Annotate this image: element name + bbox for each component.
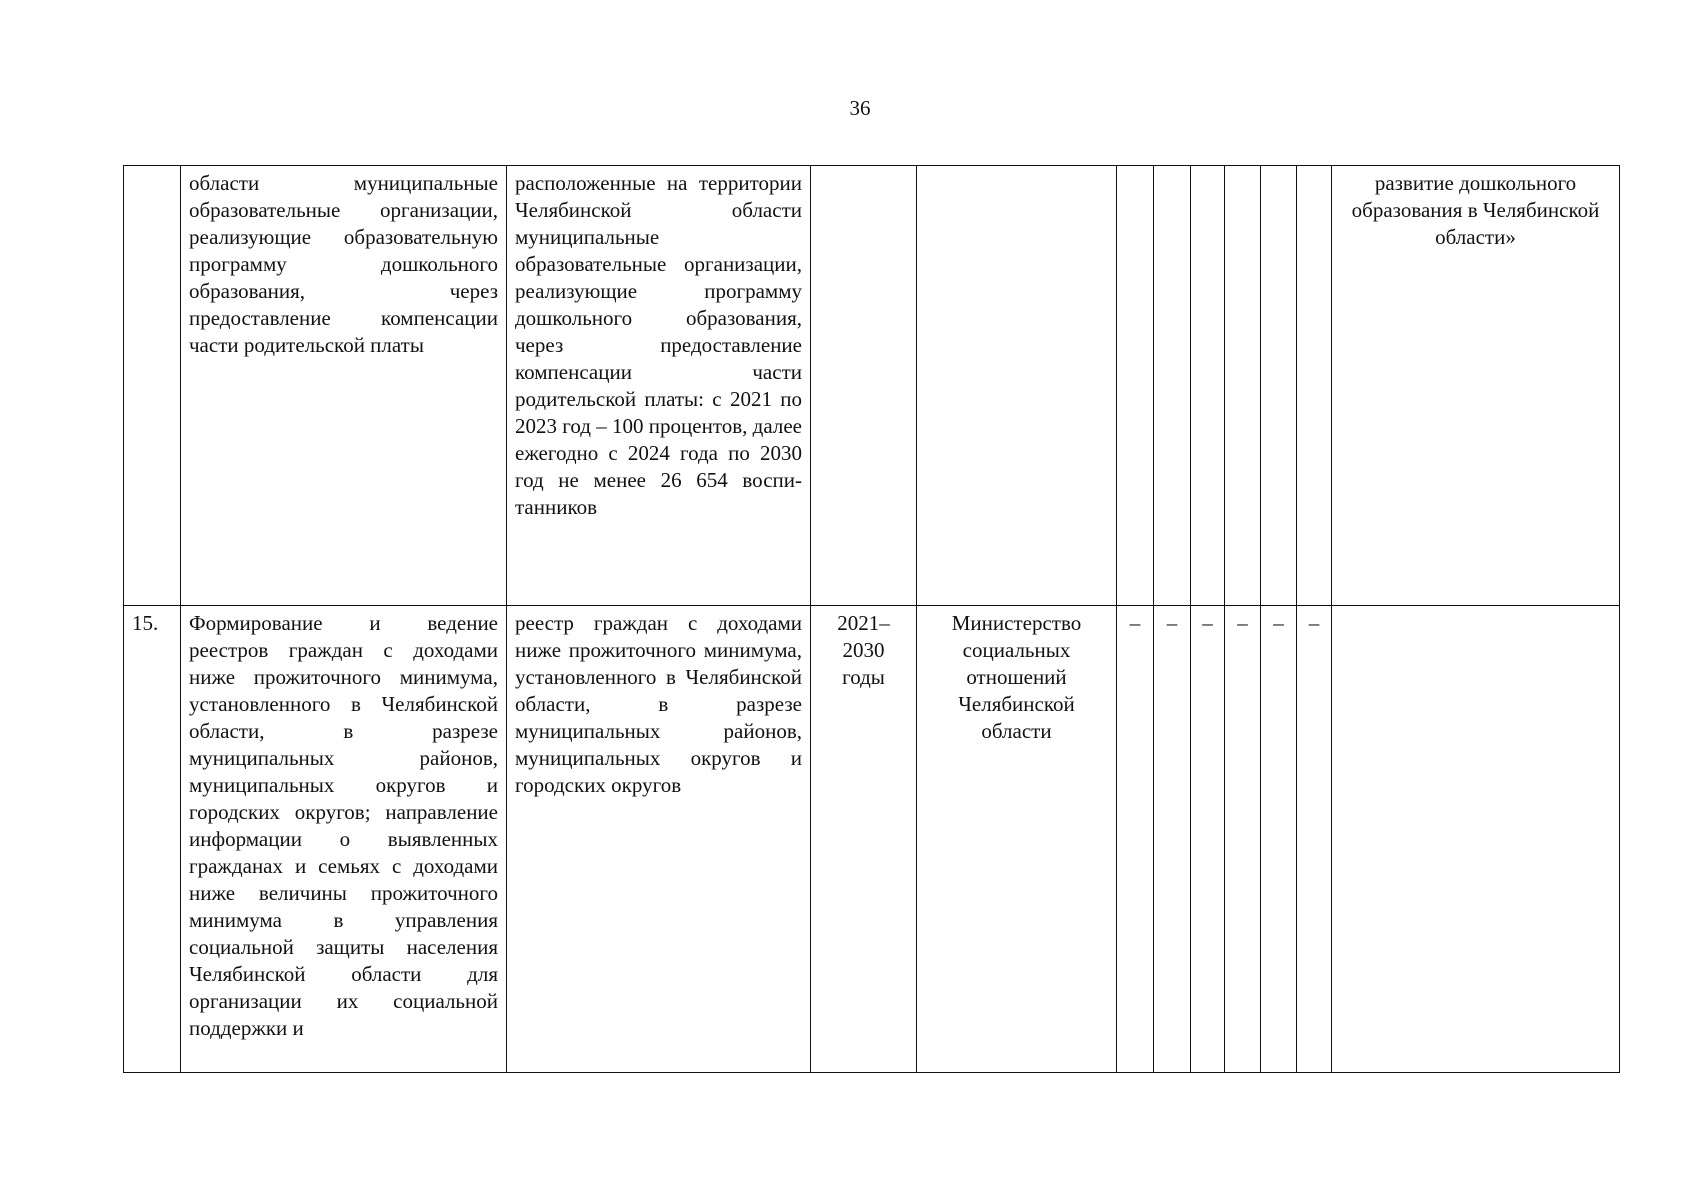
funding-cell: –	[1191, 606, 1225, 1073]
executor-cell: Министерство социальных отношений Челябинской области	[917, 606, 1117, 1073]
program-cell: развитие дошкольного образования в Челябинской области»	[1332, 166, 1620, 606]
event-cell: Формирование и ведение реестров граждан с доходами ниже прожиточного минимума, установленного в Челябинской области, в разрезе муниципальных районов, муниципальных округов и городских округов; направление информации о выявленных гражданах и семьях с доходами ниже величины прожиточного минимума в управления социальной защиты населения Челябинской области для организации их социальной поддержки и	[181, 606, 507, 1073]
indicator-cell: расположенные на территории Челябинской области муниципальные образовательные организации, реализующие программу дошкольного образования, через предоставление компенсации части родительской платы: с 2021 по 2023 год – 100 процентов, далее ежегодно с 2024 года по 2030 год не менее 26 654 воспитанников	[507, 166, 811, 606]
period-cell	[811, 166, 917, 606]
table-row	[124, 606, 1620, 1073]
period-cell: 2021–2030 годы	[811, 606, 917, 1073]
funding-cell: –	[1117, 606, 1154, 1073]
funding-cell	[1154, 166, 1191, 606]
indicator-cell: реестр граждан с доходами ниже прожиточного минимума, установленного в Челябинской области, в разрезе муниципальных районов, муниципальных округов и городских округов	[507, 606, 811, 1073]
funding-cell	[1261, 166, 1297, 606]
funding-cell: –	[1154, 606, 1191, 1073]
funding-cell: –	[1297, 606, 1332, 1073]
event-cell: области муниципальные образовательные организации, реализующие образовательную программу дошкольного образования, через предоставление компенсации части родительской платы	[181, 166, 507, 606]
page-number: 36	[849, 96, 871, 120]
program-cell	[1332, 606, 1620, 1073]
funding-cell	[1191, 166, 1225, 606]
row-number	[124, 166, 181, 606]
measures-table	[123, 165, 1620, 1073]
row-number: 15.	[124, 606, 181, 1073]
executor-cell	[917, 166, 1117, 606]
table-row	[124, 166, 1620, 606]
funding-cell	[1225, 166, 1261, 606]
funding-cell	[1117, 166, 1154, 606]
funding-cell: –	[1225, 606, 1261, 1073]
funding-cell: –	[1261, 606, 1297, 1073]
funding-cell	[1297, 166, 1332, 606]
